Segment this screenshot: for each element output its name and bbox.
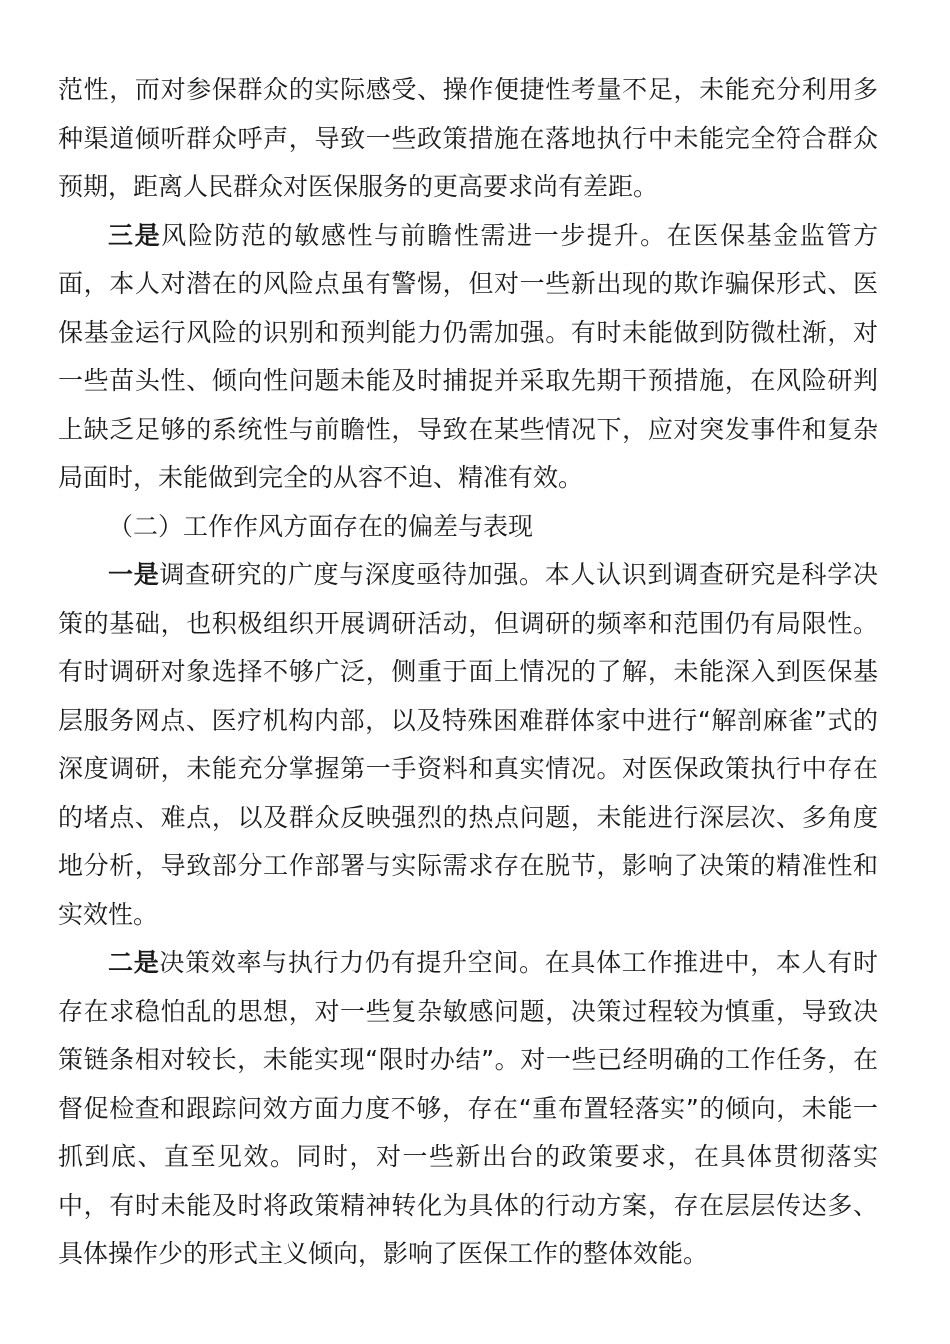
document-page: [58, 66, 878, 1279]
paragraph-text: 范性，而对参保群众的实际感受、操作便捷性考量不足，未能充分利用多种渠道倾听群众呼声，导致一些政策措施在落地执行中未能完全符合群众预期，距离人民群众对医保服务的更高要求尚有差距。: [58, 75, 878, 201]
paragraph-point-three: [58, 212, 878, 503]
point-lead: 三是: [108, 220, 162, 250]
point-lead: 一是: [108, 560, 160, 589]
point-lead: 二是: [108, 948, 160, 977]
section-heading: （二）工作作风方面存在的偏差与表现: [108, 511, 534, 541]
paragraph-continuation: [58, 66, 878, 212]
paragraph-point-two: [58, 939, 878, 1279]
paragraph-point-one: [58, 551, 878, 939]
paragraph-text: 调查研究的广度与深度亟待加强。本人认识到调查研究是科学决策的基础，也积极组织开展调研活动，但调研的频率和范围仍有局限性。有时调研对象选择不够广泛，侧重于面上情况的了解，未能深入到医保基层服务网点、医疗机构内部，以及特殊困难群体家中进行“解剖麻雀”式的深度调研，未能充分掌握第一手资料和真实情况。对医保政策执行中存在的堵点、难点，以及群众反映强烈的热点问题，未能进行深层次、多角度地分析，导致部分工作部署与实际需求存在脱节，影响了决策的精准性和实效性。: [58, 560, 878, 929]
paragraph-text: 风险防范的敏感性与前瞻性需进一步提升。在医保基金监管方面，本人对潜在的风险点虽有警惕，但对一些新出现的欺诈骗保形式、医保基金运行风险的识别和预判能力仍需加强。有时未能做到防微杜渐，对一些苗头性、倾向性问题未能及时捕捉并采取先期干预措施，在风险研判上缺乏足够的系统性与前瞻性，导致在某些情况下，应对突发事件和复杂局面时，未能做到完全的从容不迫、精准有效。: [58, 220, 878, 492]
paragraph-text: 决策效率与执行力仍有提升空间。在具体工作推进中，本人有时存在求稳怕乱的思想，对一些复杂敏感问题，决策过程较为慎重，导致决策链条相对较长，未能实现“限时办结”。对一些已经明确的工作任务，在督促检查和跟踪问效方面力度不够，存在“重布置轻落实”的倾向，未能一抓到底、直至见效。同时，对一些新出台的政策要求，在具体贯彻落实中，有时未能及时将政策精神转化为具体的行动方案，存在层层传达多、具体操作少的形式主义倾向，影响了医保工作的整体效能。: [58, 948, 878, 1268]
